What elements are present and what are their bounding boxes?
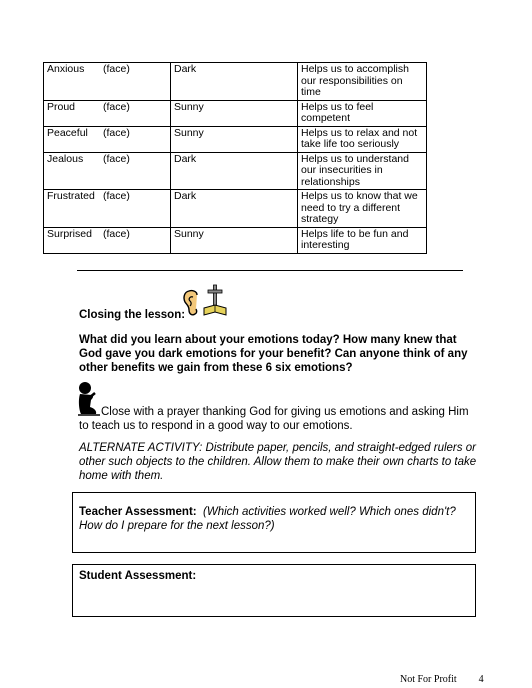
emotion-name: Peaceful <box>47 126 88 139</box>
closing-prayer <box>79 405 479 433</box>
emotion-name: Frustrated <box>47 190 95 202</box>
emotion-benefit-cell: Helps us to relax and not take life too seriously <box>298 126 427 152</box>
emotion-cell <box>44 152 171 190</box>
emotion-cell <box>44 63 171 101</box>
closing-lesson-label: Closing the lesson: <box>79 309 186 321</box>
student-assessment-box <box>72 564 476 617</box>
table-row <box>44 190 427 228</box>
emotion-name: Surprised <box>47 227 92 240</box>
page-number: 4 <box>478 674 484 685</box>
emotion-face-placeholder: (face) <box>103 227 130 240</box>
table-row <box>44 100 427 126</box>
emotion-type-cell: Dark <box>171 152 298 190</box>
emotion-cell <box>44 100 171 126</box>
page-footer <box>400 674 484 685</box>
emotion-cell <box>44 126 171 152</box>
emotion-type-cell: Dark <box>171 63 298 101</box>
emotion-name: Proud <box>47 100 76 113</box>
bible-cross-icon <box>203 284 227 318</box>
emotion-cell <box>44 190 171 228</box>
teacher-assessment-label: Teacher Assessment: <box>79 506 197 518</box>
emotion-name: Anxious <box>47 63 85 75</box>
teacher-assessment-note: (Which activities worked well? Which ones didn't? How do I prepare for the next lesson?) <box>79 506 456 532</box>
emotion-cell <box>44 227 171 253</box>
emotion-type-cell: Sunny <box>171 100 298 126</box>
closing-prayer-text: Close with a prayer thanking God for giving us emotions and asking Him to teach us to respond in a good way to our emotions. <box>79 406 469 432</box>
emotion-face-placeholder: (face) <box>103 100 130 113</box>
student-assessment-label: Student Assessment: <box>79 570 197 582</box>
emotion-name: Jealous <box>47 152 84 165</box>
emotion-benefit-cell: Helps us to feel competent <box>298 100 427 126</box>
table-row <box>44 152 427 190</box>
table-row <box>44 227 427 253</box>
closing-question: What did you learn about your emotions today? How many knew that God gave you dark emotions for your benefit? Can anyone think of any other benefits we gain from these 6 six emotions? <box>79 334 468 374</box>
emotion-face-placeholder: (face) <box>103 190 130 202</box>
emotion-benefit-cell: Helps life to be fun and interesting <box>298 227 427 253</box>
emotion-type-cell: Sunny <box>171 126 298 152</box>
emotion-face-placeholder: (face) <box>103 126 130 139</box>
emotion-type-cell: Sunny <box>171 227 298 253</box>
emotion-benefit-cell: Helps us to accomplish our responsibilities on time <box>298 63 427 101</box>
emotions-table-body <box>44 63 427 254</box>
emotions-table <box>43 62 427 254</box>
emotion-benefit-cell: Helps us to know that we need to try a different strategy <box>298 190 427 228</box>
emotion-type-cell: Dark <box>171 190 298 228</box>
footer-text: Not For Profit <box>400 674 457 685</box>
emotion-benefit-cell: Helps us to understand our insecurities in relationships <box>298 152 427 190</box>
emotion-face-placeholder: (face) <box>103 152 130 165</box>
table-row <box>44 126 427 152</box>
alternate-activity: ALTERNATE ACTIVITY: Distribute paper, pencils, and straight-edged rulers or other such objects to the children. Allow them to make their own charts to take home with them. <box>79 442 477 482</box>
section-divider <box>77 270 463 271</box>
teacher-assessment-box <box>72 492 476 553</box>
table-row <box>44 63 427 101</box>
emotion-face-placeholder: (face) <box>103 63 130 75</box>
